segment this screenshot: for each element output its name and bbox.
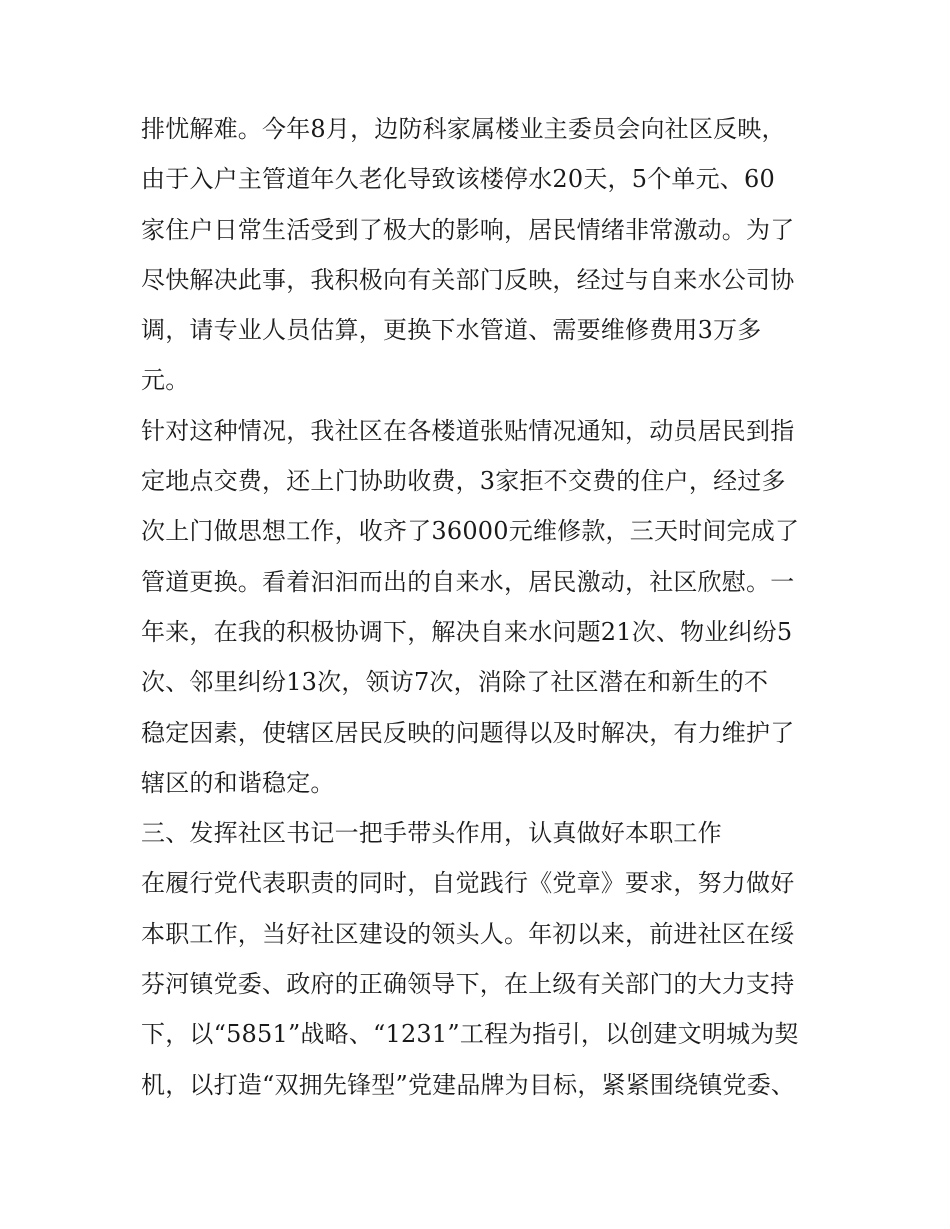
- text-line: 由于入户主管道年久老化导致该楼停水20天，5个单元、60: [141, 165, 775, 194]
- text-line: 针对这种情况，我社区在各楼道张贴情况通知，动员居民到指: [141, 416, 795, 445]
- text-line: 机，以打造“双拥先锋型”党建品牌为目标，紧紧围绕镇党委、: [141, 1070, 796, 1099]
- text-line: 家住户日常生活受到了极大的影响，居民情绪非常激动。为了: [141, 215, 795, 244]
- text-line: 管道更换。看着汩汩而出的自来水，居民激动，社区欣慰。一: [141, 567, 795, 596]
- text-line: 次、邻里纠纷13次，领访7次，消除了社区潜在和新生的不: [141, 668, 769, 697]
- text-line: 次上门做思想工作，收齐了36000元维修款，三天时间完成了: [141, 517, 800, 546]
- text-line: 尽快解决此事，我积极向有关部门反映，经过与自来水公司协: [141, 265, 795, 294]
- body-text: [141, 104, 831, 1110]
- text-line: 下，以“5851”战略、“1231”工程为指引，以创建文明城为契: [141, 1020, 799, 1049]
- text-line: 定地点交费，还上门协助收费，3家拒不交费的住户，经过多: [141, 467, 786, 496]
- text-line: 在履行党代表职责的同时，自觉践行《党章》要求，努力做好: [141, 869, 795, 898]
- text-line: 排忧解难。今年8月，边防科家属楼业主委员会向社区反映，: [141, 115, 786, 143]
- text-line: 稳定因素，使辖区居民反映的问题得以及时解决，有力维护了: [141, 718, 795, 747]
- text-line: 芬河镇党委、政府的正确领导下，在上级有关部门的大力支持: [141, 970, 795, 999]
- text-line: 元。: [141, 366, 190, 395]
- text-line: 本职工作，当好社区建设的领头人。年初以来，前进社区在绥: [141, 919, 795, 948]
- text-line: 辖区的和谐稳定。: [141, 768, 335, 797]
- text-line: 年来，在我的积极协调下，解决自来水问题21次、物业纠纷5: [141, 617, 793, 646]
- text-line: 调，请专业人员估算，更换下水管道、需要维修费用3万多: [141, 316, 762, 345]
- section-heading: 三、发挥社区书记一把手带头作用，认真做好本职工作: [141, 819, 722, 848]
